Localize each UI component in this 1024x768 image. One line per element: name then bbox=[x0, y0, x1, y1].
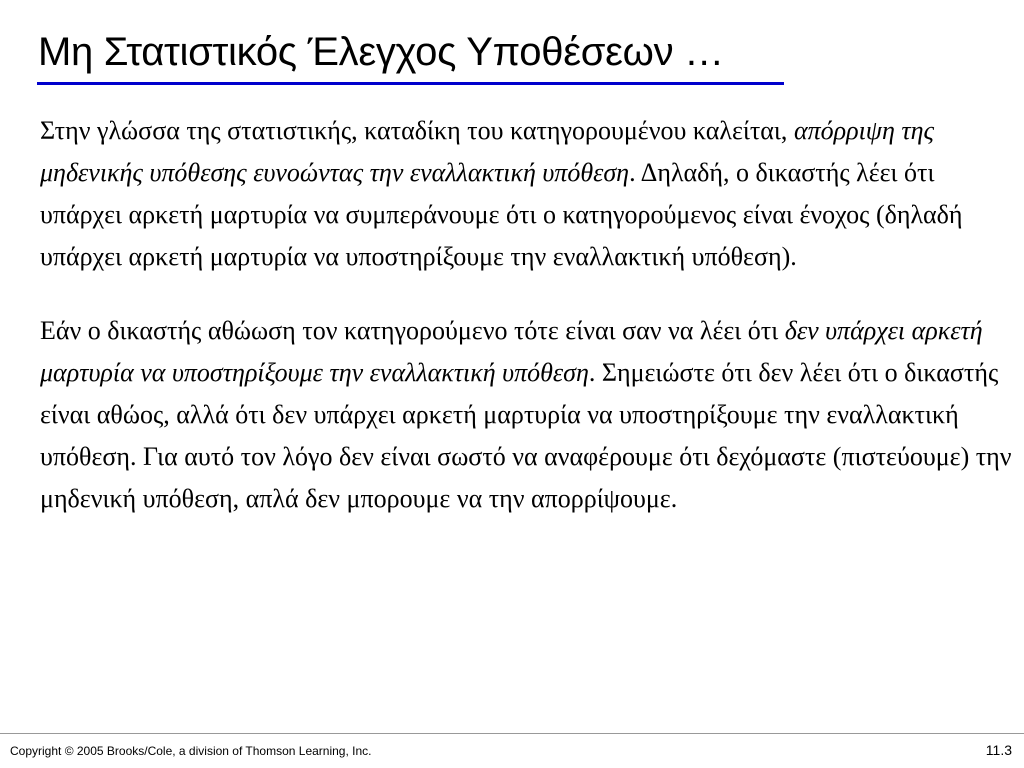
paragraph-2-text-a: Εάν ο δικαστής αθώωση τον κατηγορούμενο τότε είναι σαν να λέει ότι bbox=[40, 316, 785, 345]
slide-body bbox=[40, 110, 1020, 520]
paragraph-2-emphasis: δεν υπάρχει αρκετή μαρτυρία να υποστηρίξουμε την εναλλακτική υπόθεση bbox=[40, 316, 983, 387]
slide-number: 11.3 bbox=[985, 742, 1012, 758]
copyright-notice: Copyright © 2005 Brooks/Cole, a division of Thomson Learning, Inc. bbox=[10, 744, 372, 758]
paragraph-1-emphasis: απόρριψη της μηδενικής υπόθεσης ευνοώντας την εναλλακτική υπόθεση bbox=[40, 116, 935, 187]
paragraph-1-text-b: . Δηλαδή, ο δικαστής λέει ότι υπάρχει αρκετή μαρτυρία να συμπεράνουμε ότι ο κατηγορούμενος είναι ένοχος (δηλαδή υπάρχει αρκετή μαρτυρία να υποστηρίξουμε την εναλλακτική υπόθεση). bbox=[40, 158, 963, 271]
paragraph-conviction bbox=[40, 110, 1020, 278]
paragraph-1-text-a: Στην γλώσσα της στατιστικής, καταδίκη του κατηγορουμένου καλείται, bbox=[40, 116, 794, 145]
paragraph-2-text-b: . Σημειώστε ότι δεν λέει ότι ο δικαστής είναι αθώος, αλλά ότι δεν υπάρχει αρκετή μαρτυρία να υποστηρίξουμε την εναλλακτική υπόθεση. Για αυτό τον λόγο δεν είναι σωστό να αναφέρουμε ότι δεχόμαστε (πιστεύουμε) την μηδενική υπόθεση, απλά δεν μπορουμε να την απορρίψουμε. bbox=[40, 358, 1012, 513]
title-underline bbox=[37, 82, 784, 85]
footer-divider bbox=[0, 733, 1024, 734]
paragraph-acquittal bbox=[40, 310, 1020, 520]
slide-title: Μη Στατιστικός Έλεγχος Υποθέσεων … bbox=[38, 30, 724, 74]
